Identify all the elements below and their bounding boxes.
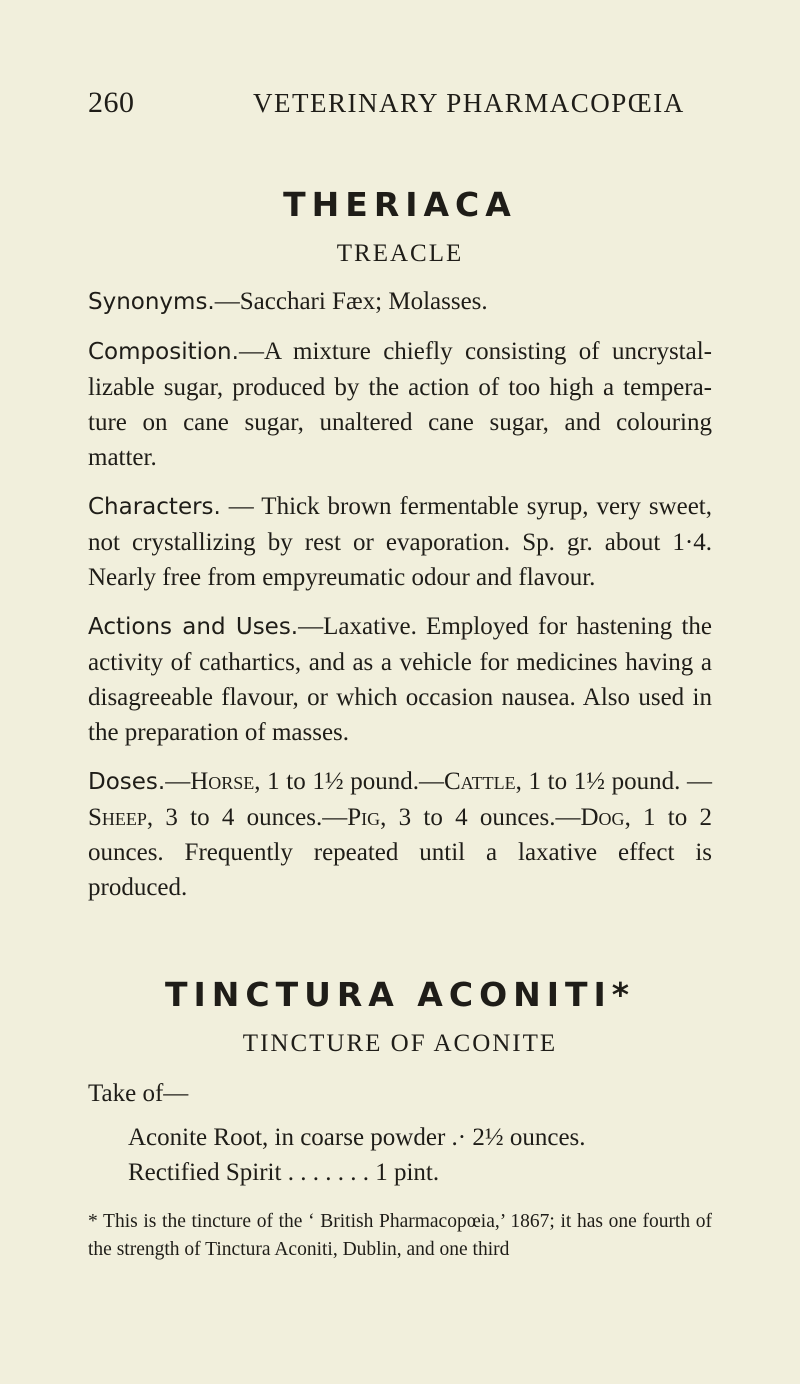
synonyms-paragraph <box>88 284 712 320</box>
dose-animal-dog: Dog <box>580 804 625 831</box>
synonyms-label: Synonyms. <box>88 289 215 315</box>
characters-paragraph <box>88 489 712 595</box>
synonyms-text: —Sacchari Fæx; Molasses. <box>214 288 488 315</box>
doses-text-0: — <box>165 768 191 795</box>
characters-label: Characters. <box>88 494 221 520</box>
doses-text-10: , 1 to 2 ounces. Frequently repeated until a laxative effect is produced. <box>88 804 712 901</box>
composition-label: Composition. <box>88 339 239 365</box>
actions-label: Actions and Uses. <box>88 614 299 640</box>
composition-paragraph <box>88 334 712 475</box>
list-item <box>128 1120 712 1155</box>
ingredient-amount: 2½ ounces. <box>472 1124 586 1151</box>
doses-label: Doses. <box>88 769 166 795</box>
ingredients-list <box>128 1120 712 1190</box>
characters-text: — Thick brown fermentable syrup, very sweet, not crystallizing by rest or evaporation. Sp. gr. about 1·4. Nearly free from empyreumatic odour and flavour. <box>88 493 712 591</box>
ingredient-amount: 1 pint. <box>375 1159 440 1186</box>
dose-animal-sheep: Sheep <box>88 804 147 831</box>
running-title: VETERINARY PHARMACOPŒIA <box>253 88 685 118</box>
take-of-label: Take of— <box>88 1080 189 1107</box>
doses-text-8: , 3 to 4 ounces.— <box>380 804 581 831</box>
doses-text-6: , 3 to 4 ounces.— <box>146 804 348 831</box>
page-number: 260 <box>88 86 135 119</box>
section-subtitle-treacle: TREACLE <box>336 240 464 267</box>
dose-animal-pig: Pig <box>347 804 381 831</box>
list-item <box>128 1155 712 1190</box>
composition-text: —A mixture chiefly consisting of uncrystal-lizable sugar, produced by the action of too high a tempera-ture on cane sugar, unaltered cane sugar, and colouring matter. <box>88 338 712 471</box>
actions-paragraph <box>88 609 712 750</box>
doses-paragraph <box>88 764 712 905</box>
section-subtitle-tincture-of-aconite: TINCTURE OF ACONITE <box>242 1030 558 1057</box>
ingredient-name: Aconite Root, in coarse powder .· <box>128 1124 467 1151</box>
actions-text: —Laxative. Employed for hastening the activity of cathartics, and as a vehicle for medicines having a disagreeable flavour, or which occasion nausea. Also used in the preparation of masses. <box>88 613 712 746</box>
doses-text-2: , 1 to 1½ pound.— <box>254 768 444 795</box>
dose-animal-horse: Horse <box>190 768 255 795</box>
page-body <box>88 185 712 1264</box>
section-title-theriaca: THERIACA <box>283 185 517 224</box>
dose-animal-cattle: Cattle <box>444 768 516 795</box>
ingredient-name: Rectified Spirit . . . . . . . <box>128 1159 369 1186</box>
section-title-tinctura-aconiti: TINCTURA ACONITI* <box>164 975 636 1014</box>
footnote: * This is the tincture of the ‘ British Pharmacopœia,’ 1867; it has one fourth of the strength of Tinctura Aconiti, Dublin, and one third <box>88 1211 712 1260</box>
doses-text-4: , 1 to 1½ pound. — <box>515 768 712 795</box>
